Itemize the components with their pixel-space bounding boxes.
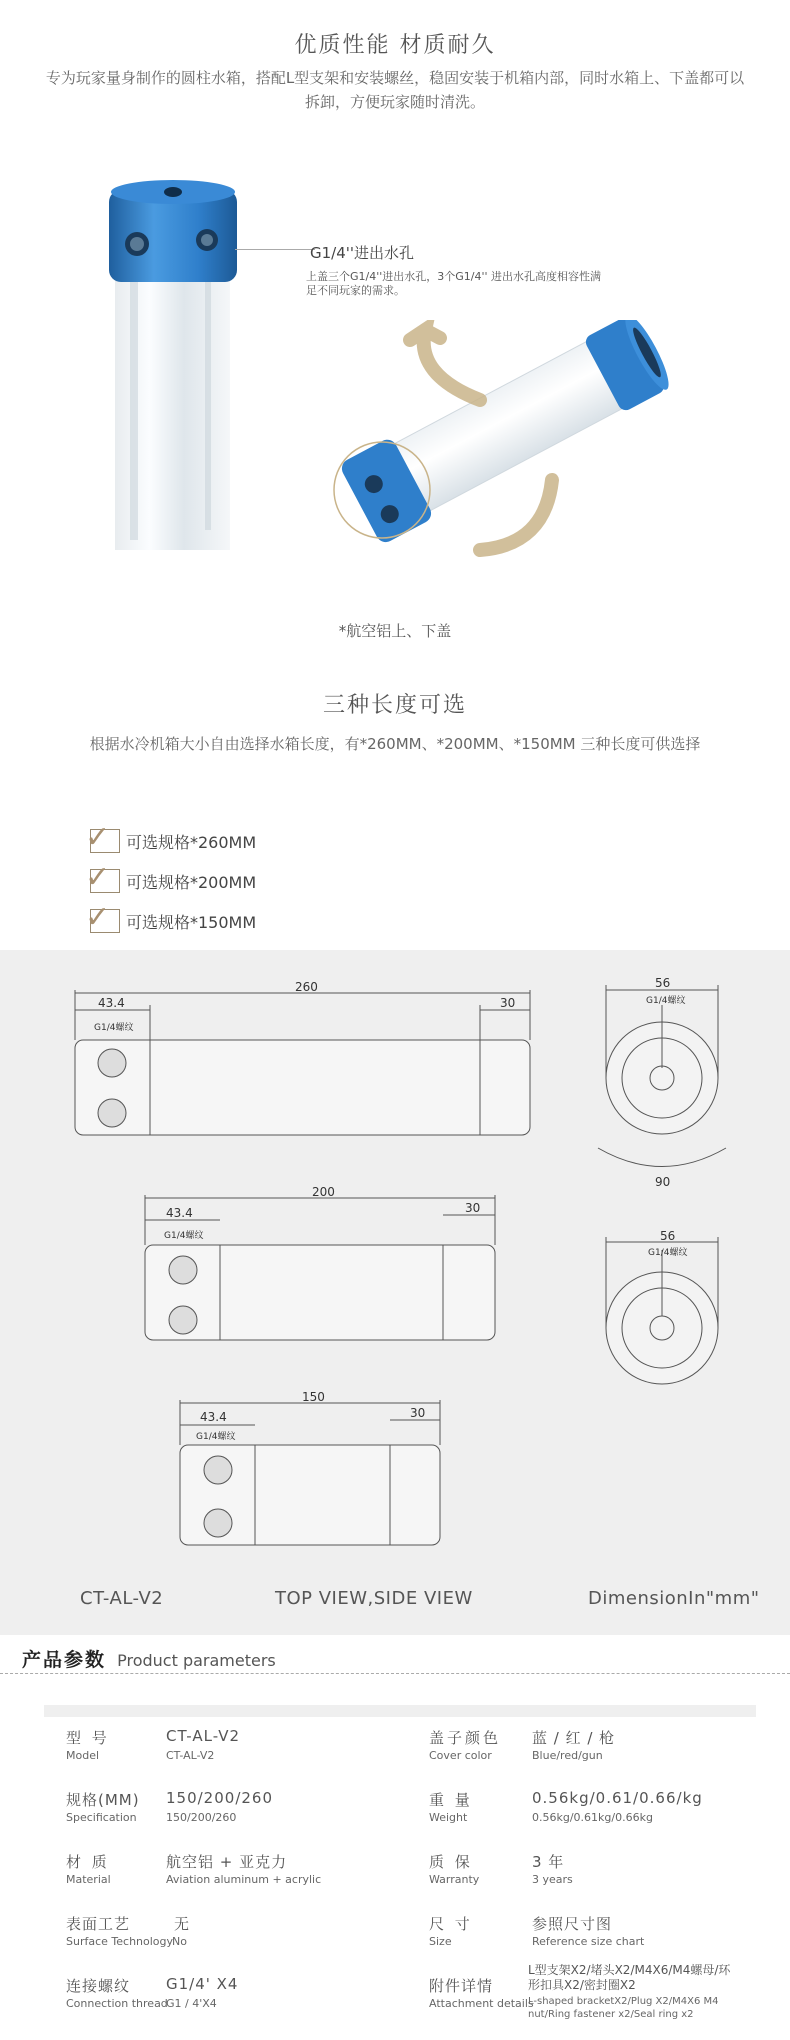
check-icon: ✓ <box>85 820 111 855</box>
thread-label-side-b: G1/4螺纹 <box>648 1248 688 1258</box>
rotate-arrow-icon <box>410 330 480 400</box>
drawing-unit-label: DimensionIn"mm" <box>588 1588 760 1609</box>
section-title-performance: 优质性能 材质耐久 <box>294 33 496 58</box>
thread-label-side-a: G1/4螺纹 <box>646 996 686 1006</box>
param-row: 表面工艺 Surface Technology 无 No 尺 寸 Size 参照尺寸图 Reference size chart <box>66 1915 645 1948</box>
dim-label-56-a: 56 <box>655 976 671 990</box>
dim-label-200: 200 <box>312 1185 335 1199</box>
dim-label-260: 260 <box>295 980 318 994</box>
length-option-260: ✓ 可选规格*260MM <box>85 820 257 855</box>
drawing-view-label: TOP VIEW,SIDE VIEW <box>275 1588 473 1609</box>
dim-label-43-b: 43.4 <box>166 1206 193 1220</box>
dim-label-56-b: 56 <box>660 1229 676 1243</box>
params-header <box>22 1645 276 1672</box>
check-icon: ✓ <box>85 860 111 895</box>
param-row: 规格(MM) Specification 150/200/260 150/200/260 重 量 Weight 0.56kg/0.61/0.66/kg 0.56kg/0.61kg/0.66kg <box>66 1789 703 1824</box>
length-options-list <box>85 820 257 936</box>
dim-label-90: 90 <box>655 1175 671 1189</box>
thread-label-c: G1/4螺纹 <box>196 1432 236 1442</box>
param-row: 连接螺纹 Connection thread G1/4' X4 G1 / 4'X4 附件详情 Attachment details L型支架X2/堵头X2/M4X6/M4螺母/环形扣具X2/密封圈X2 L-shaped bracketX2/Plug X2/M4X6 M4 nut/Ring fastener x2/Seal ring x2 <box>66 1963 731 2020</box>
thread-label-b: G1/4螺纹 <box>164 1231 204 1241</box>
tube-vertical-image <box>95 170 255 550</box>
param-row: 型 号 Model CT-AL-V2 CT-AL-V2 盖子颜色 Cover color 蓝 / 红 / 枪 Blue/red/gun <box>66 1727 616 1762</box>
callout-line <box>235 249 315 250</box>
section-desc-lengths: 根据水冷机箱大小自由选择水箱长度，有*260MM、*200MM、*150MM 三种长度可供选择 <box>89 735 701 753</box>
dimension-drawing <box>0 950 790 1635</box>
tube-tilted-image <box>330 320 700 600</box>
thread-label-a: G1/4螺纹 <box>94 1023 134 1033</box>
section-title-lengths: 三种长度可选 <box>322 693 467 718</box>
length-option-200: ✓ 可选规格*200MM <box>85 860 257 895</box>
material-caption: *航空铝上、下盖 <box>338 622 452 640</box>
callout-desc: 上盖三个G1/4''进出水孔，3个G1/4'' 进出水孔高度相容性满足不同玩家的需求。 <box>306 270 602 297</box>
param-row: 材 质 Material 航空铝 + 亚克力 Aviation aluminum + acrylic 质 保 Warranty 3 年 3 years <box>66 1853 573 1886</box>
dim-label-150: 150 <box>302 1390 325 1404</box>
section-desc-performance: 专为玩家量身制作的圆柱水箱，搭配L型支架和安装螺丝，稳固安装于机箱内部，同时水箱上、下盖都可以拆卸，方便玩家随时清洗。 <box>45 69 745 111</box>
dim-label-30-c: 30 <box>410 1406 426 1420</box>
params-title-cn: 产品参数 <box>22 1649 107 1671</box>
drawing-model-label: CT-AL-V2 <box>80 1588 164 1609</box>
params-divider <box>0 1673 790 1674</box>
params-table-header-bar <box>44 1705 756 1717</box>
params-title-en: Product parameters <box>117 1651 276 1670</box>
dim-label-43-a: 43.4 <box>98 996 125 1010</box>
dim-label-30-a: 30 <box>500 996 516 1010</box>
rotate-arrow-icon-2 <box>480 480 552 550</box>
dim-label-30-b: 30 <box>465 1201 481 1215</box>
dim-label-43-c: 43.4 <box>200 1410 227 1424</box>
callout-title: G1/4''进出水孔 <box>310 244 415 262</box>
length-option-150: ✓ 可选规格*150MM <box>85 900 257 935</box>
check-icon: ✓ <box>85 900 111 935</box>
